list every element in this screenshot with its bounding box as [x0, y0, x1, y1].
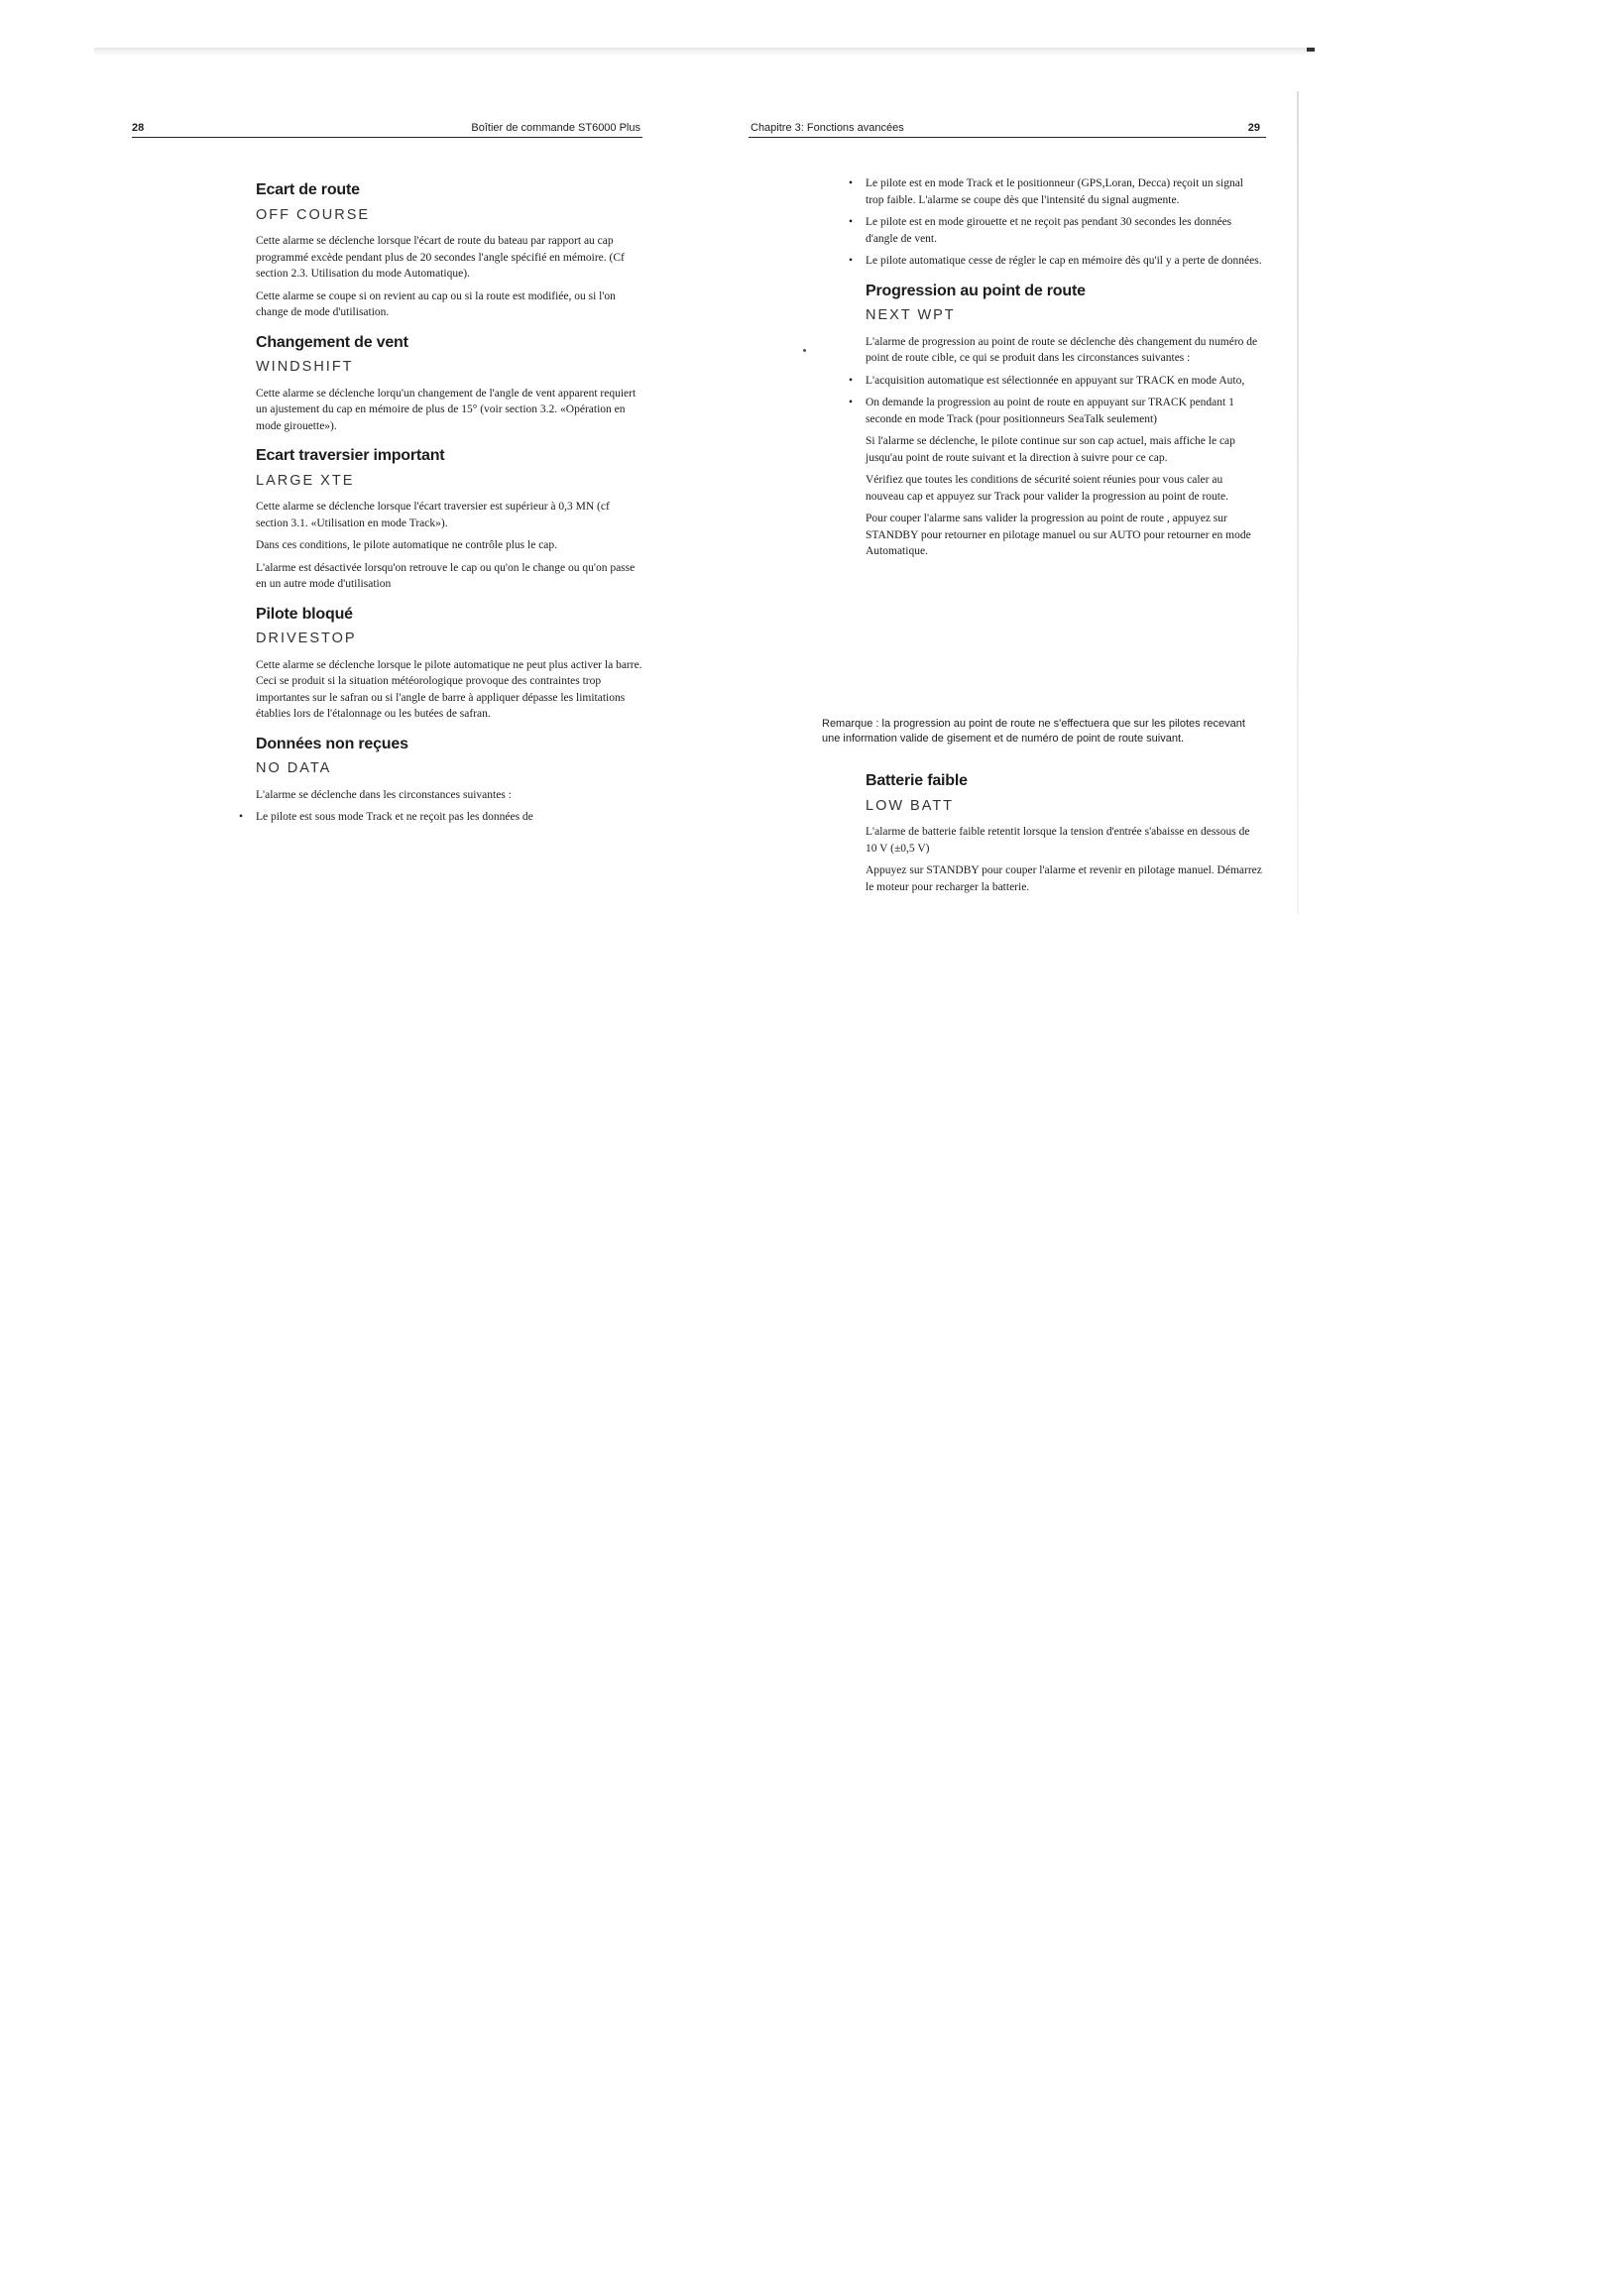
scan-corner-mark — [1307, 48, 1315, 52]
section-heading: Ecart de route — [256, 181, 360, 198]
remark-label: Remarque : — [822, 718, 879, 730]
bullet-list — [256, 809, 642, 826]
alarm-code: LARGE XTE — [256, 472, 355, 489]
section-heading: Ecart traversier important — [256, 447, 445, 464]
list-item: • Le pilote est sous mode Track et ne reçoit pas les données de — [256, 809, 642, 826]
right-running-header — [749, 117, 1266, 138]
bullet-list — [866, 175, 1262, 270]
bullet-list — [866, 373, 1262, 428]
page-number: 28 — [132, 122, 145, 134]
paragraph: L'alarme est désactivée lorsqu'on retrouve le cap ou qu'on le change ou qu'on passe en un autre mode d'utilisation — [256, 561, 636, 590]
paragraph: Appuyez sur STANDBY pour couper l'alarme et revenir en pilotage manuel. Démarrez le moteur pour recharger la batterie. — [866, 864, 1262, 893]
paragraph: Pour couper l'alarme sans valider la progression au point de route , appuyez sur STANDBY pour retourner en pilotage manuel ou sur AUTO pour retourner en mode Automatique. — [866, 513, 1251, 557]
scan-speck — [803, 349, 806, 352]
alarm-code: WINDSHIFT — [256, 359, 354, 375]
left-running-header — [132, 117, 642, 138]
paragraph: L'alarme se déclenche dans les circonstances suivantes : — [256, 788, 512, 801]
list-item: • Le pilote est en mode girouette et ne reçoit pas pendant 30 secondes les données d'angle de vent. — [866, 214, 1262, 247]
page-number: 29 — [1247, 122, 1260, 134]
remark-note — [822, 717, 1263, 746]
section-heading: Données non reçues — [256, 735, 408, 752]
section-heading: Progression au point de route — [866, 282, 1086, 299]
paragraph: Vérifiez que toutes les conditions de sécurité soient réunies pour vous caler au nouveau cap et appuyez sur Track pour valider la progression au point de route. — [866, 474, 1228, 503]
paragraph: Cette alarme se déclenche lorqu'un changement de l'angle de vent apparent requiert un ajustement du cap en mémoire de plus de 15° (voir section 3.2. «Opération en mode girouette»). — [256, 387, 637, 432]
right-column-bottom — [866, 759, 1262, 901]
paragraph: L'alarme de progression au point de route se déclenche dès changement du numéro de point de route cible, ce qui se produit dans les circonstances suivantes : — [866, 335, 1258, 364]
list-item: • On demande la progression au point de route en appuyant sur TRACK pendant 1 seconde en mode Track (pour positionneurs SeaTalk seulement) — [866, 395, 1262, 427]
alarm-code: OFF COURSE — [256, 206, 371, 223]
left-column — [256, 169, 642, 832]
section-heading: Changement de vent — [256, 333, 408, 351]
list-item: • L'acquisition automatique est sélectionnée en appuyant sur TRACK en mode Auto, — [866, 373, 1262, 390]
list-item: • Le pilote automatique cesse de régler le cap en mémoire dès qu'il y a perte de données. — [866, 253, 1262, 270]
scan-shadow-right — [1297, 91, 1299, 914]
running-title: Chapitre 3: Fonctions avancées — [751, 122, 904, 134]
remark-text: la progression au point de route ne s'effectuera que sur les pilotes recevant une information valide de gisement et de numéro de point de route suivant. — [822, 718, 1245, 745]
alarm-code: NO DATA — [256, 760, 332, 776]
paragraph: Si l'alarme se déclenche, le pilote continue sur son cap actuel, mais affiche le cap jusqu'au point de route suivant et la direction à suivre pour ce cap. — [866, 435, 1235, 464]
paragraph: Cette alarme se déclenche lorsque l'écart traversier est supérieur à 0,3 MN (cf section 3.1. «Utilisation en mode Track»). — [256, 501, 610, 529]
alarm-code: DRIVESTOP — [256, 631, 357, 646]
right-column-top — [866, 175, 1262, 566]
paragraph: Dans ces conditions, le pilote automatique ne contrôle plus le cap. — [256, 539, 558, 551]
paragraph: Cette alarme se coupe si on revient au cap ou si la route est modifiée, ou si l'on change de mode d'utilisation. — [256, 289, 616, 318]
scan-shadow-top — [94, 48, 1314, 56]
section-heading: Pilote bloqué — [256, 605, 353, 623]
running-title: Boîtier de commande ST6000 Plus — [471, 122, 640, 134]
paragraph: Cette alarme se déclenche lorsque l'écart de route du bateau par rapport au cap programmé excède pendant plus de 20 secondes l'angle spécifié en mémoire. (Cf section 2.3. Utilisation du mode Automatique). — [256, 235, 625, 280]
paragraph: Cette alarme se déclenche lorsque le pilote automatique ne peut plus activer la barre. Ceci se produit si la situation météorologique provoque des contraintes trop importantes sur le safran ou si l'angle de barre à appliquer dépasse les limitations établies lors de l'étalonnage ou les butées de safran. — [256, 658, 642, 720]
paragraph: L'alarme de batterie faible retentit lorsque la tension d'entrée s'abaisse en dessous de 10 V (±0,5 V) — [866, 826, 1250, 855]
list-item: • Le pilote est en mode Track et le positionneur (GPS,Loran, Decca) reçoit un signal trop faible. L'alarme se coupe dès que l'intensité du signal augmente. — [866, 175, 1262, 208]
section-heading: Batterie faible — [866, 772, 968, 789]
alarm-code: NEXT WPT — [866, 307, 956, 323]
alarm-code: LOW BATT — [866, 797, 955, 814]
